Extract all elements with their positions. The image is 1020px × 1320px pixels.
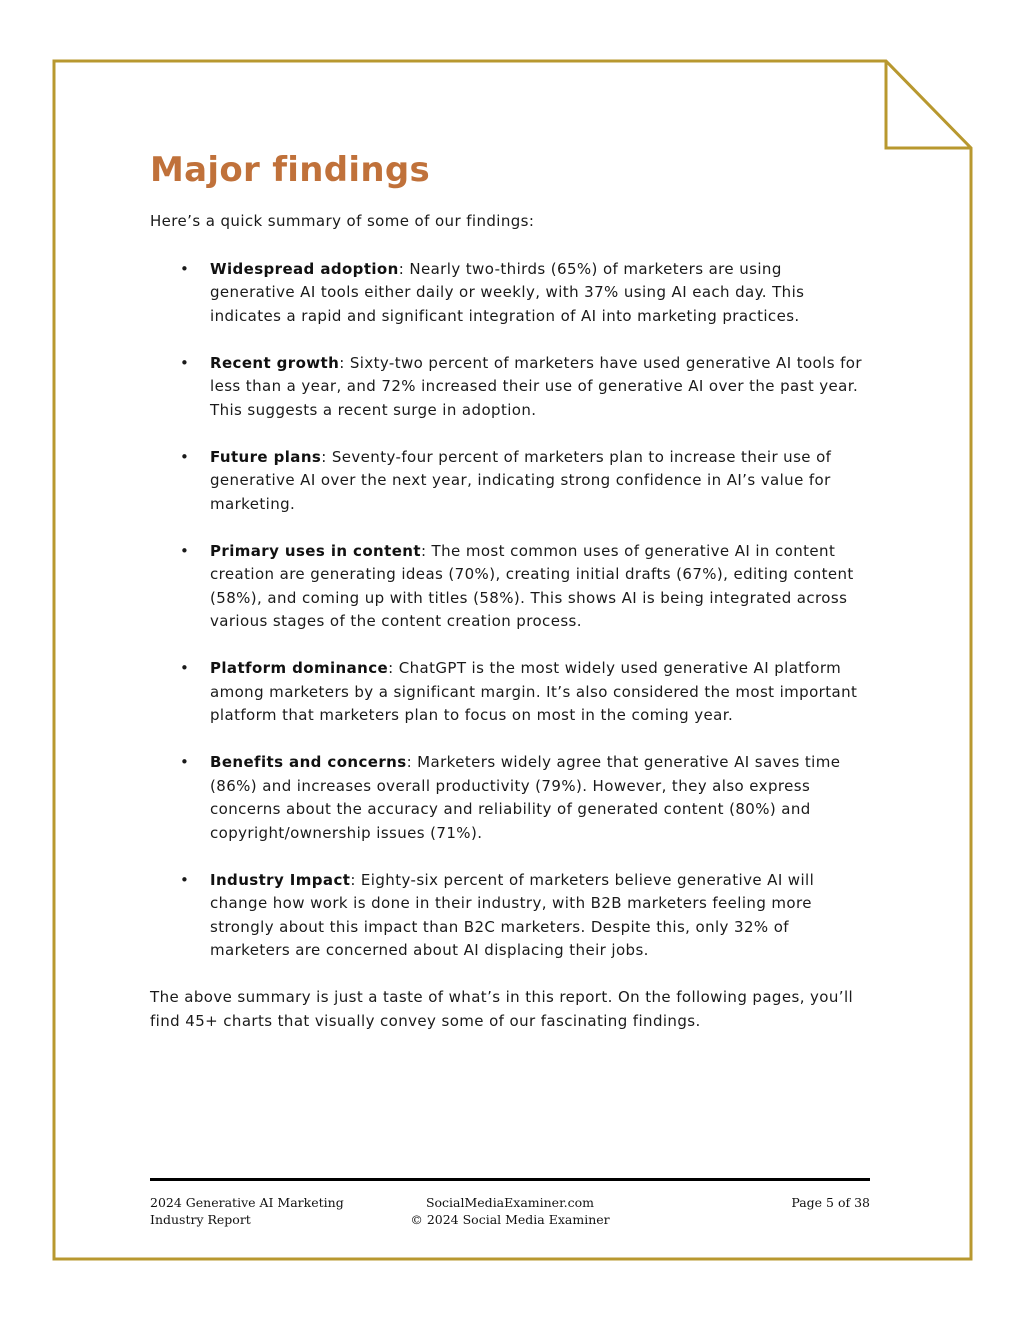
footer-copyright: © 2024 Social Media Examiner: [410, 1212, 610, 1227]
outro-text: The above summary is just a taste of what’s in this report. On the following pages, you’ll find 45+ charts that visually convey some of our fascinating findings.: [150, 988, 854, 1030]
finding-text: : The most common uses of generative AI in content creation are generating ideas (70%), creating initial drafts (67%), editing content (58%), and coming up with titles (58%). This shows AI is being integrated across various stages of the content creation process.: [210, 541, 854, 630]
page-footer: [150, 1178, 870, 1227]
finding-text: : Nearly two-thirds (65%) of marketers are using generative AI tools either daily or weekly, with 37% using AI each day. This indicates a rapid and significant integration of AI into marketing practices.: [210, 259, 805, 325]
page-content: [150, 150, 870, 1033]
finding-label: Recent growth: [210, 353, 340, 372]
footer-report-title-line2: Industry Report: [150, 1212, 251, 1227]
bullet-icon: •: [180, 659, 190, 677]
finding-text: : Sixty-two percent of marketers have used generative AI tools for less than a year, and 72% increased their use of generative AI over the past year. This suggests a recent surge in adoption.: [210, 353, 862, 419]
bullet-icon: •: [180, 541, 190, 560]
footer-site-info: [150, 1194, 870, 1228]
finding-item: [150, 258, 870, 329]
finding-item: [150, 869, 870, 963]
finding-label: Platform dominance: [210, 659, 389, 677]
footer-report-title-line1: 2024 Generative AI Marketing: [150, 1195, 344, 1210]
finding-item: [150, 446, 870, 517]
footer-page-number: Page 5 of 38: [791, 1195, 870, 1210]
bullet-icon: •: [180, 259, 190, 278]
finding-text: : Eighty-six percent of marketers believe generative AI will change how work is done in their industry, with B2B marketers feeling more strongly about this impact than B2C marketers. Despite this, only 32% of marketers are concerned about AI displacing their jobs.: [210, 870, 815, 959]
finding-label: Widespread adoption: [210, 259, 399, 278]
footer-site-url: SocialMediaExaminer.com: [425, 1195, 595, 1210]
finding-label: Future plans: [210, 447, 322, 466]
finding-item: [150, 657, 870, 728]
finding-text: : Seventy-four percent of marketers plan to increase their use of generative AI over the next year, indicating strong confidence in AI’s value for marketing.: [210, 447, 832, 513]
intro-text: Here’s a quick summary of some of our findings:: [150, 212, 535, 230]
bullet-icon: •: [180, 353, 190, 372]
finding-item: [150, 751, 870, 845]
finding-label: Primary uses in content: [210, 541, 421, 560]
page-title: Major findings: [150, 150, 431, 190]
finding-text: : Marketers widely agree that generative AI saves time (86%) and increases overall productivity (79%). However, they also express concerns about the accuracy and reliability of generated content (80%) and copyright/ownership issues (71%).: [210, 753, 841, 842]
finding-label: Industry Impact: [210, 870, 351, 889]
bullet-icon: •: [180, 753, 190, 771]
finding-item: [150, 352, 870, 423]
bullet-icon: •: [180, 870, 190, 889]
finding-text: : ChatGPT is the most widely used generative AI platform among marketers by a significant margin. It’s also considered the most important platform that marketers plan to focus on most in the coming year.: [210, 659, 858, 724]
findings-list: [150, 258, 870, 963]
finding-item: [150, 540, 870, 634]
finding-label: Benefits and concerns: [210, 753, 407, 771]
bullet-icon: •: [180, 447, 190, 466]
